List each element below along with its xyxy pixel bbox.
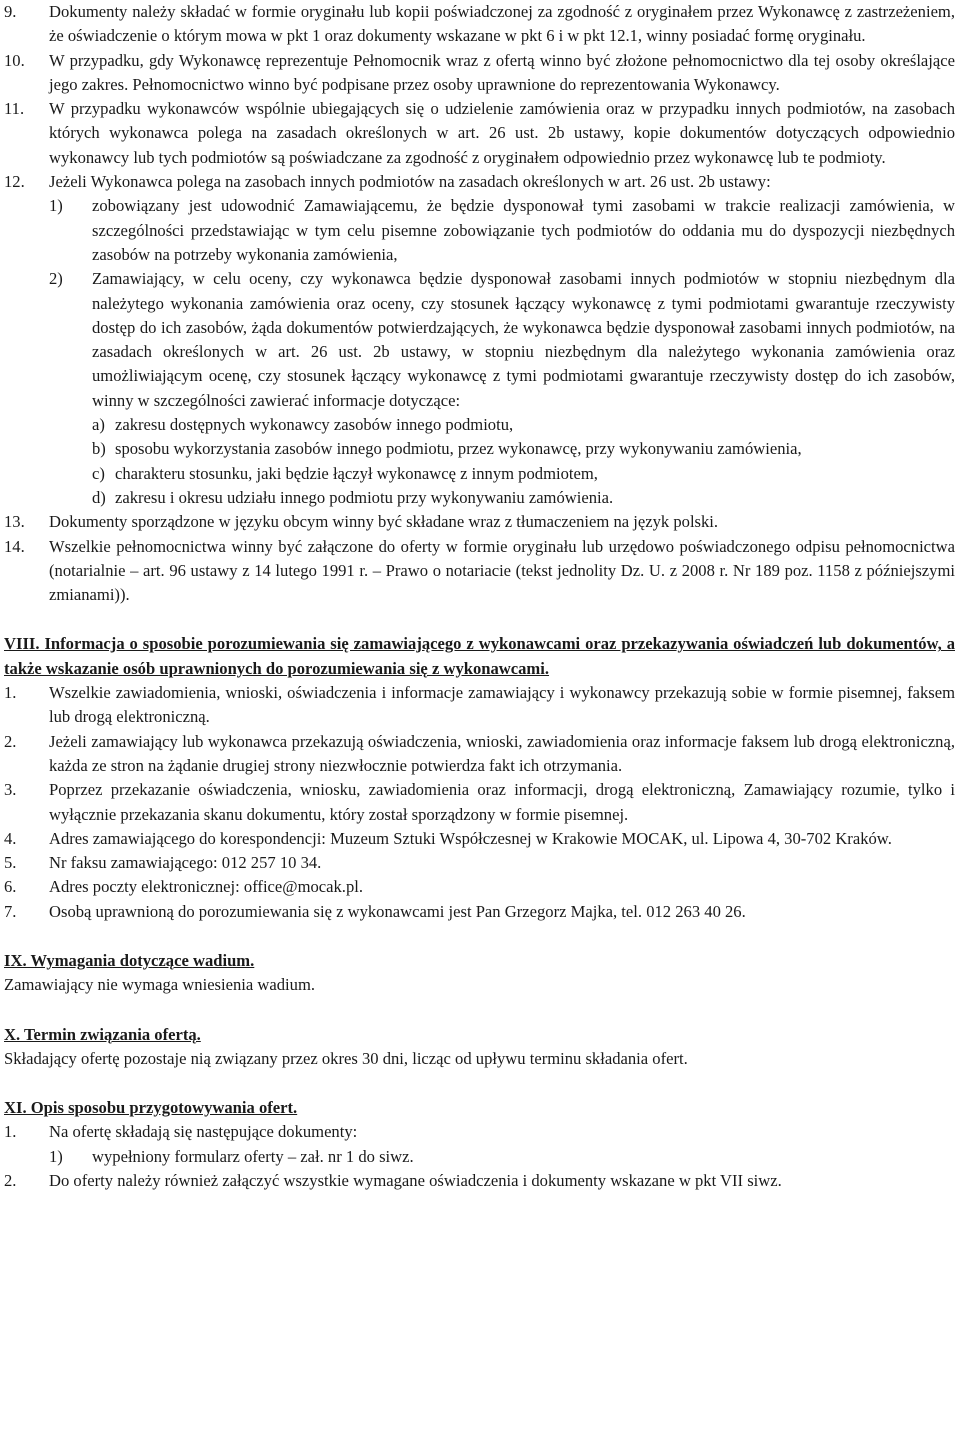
section-heading-viii: VIII. Informacja o sposobie porozumiewania się zamawiającego z wykonawcami oraz przekazywania oświadczeń lub dokumentów, a także wskazanie osób uprawnionych do porozumiewania się z wykonawcami.	[4, 634, 955, 678]
section8-item-7	[4, 900, 955, 924]
section11-item-1	[4, 1120, 955, 1144]
section-heading-ix: IX. Wymagania dotyczące wadium.	[4, 950, 255, 970]
item-number: 12.	[4, 172, 25, 192]
letter-item-a	[92, 413, 955, 437]
item-text: Adres poczty elektronicznej: office@mocak.pl.	[49, 877, 364, 897]
letter-item-text: sposobu wykorzystania zasobów innego podmiotu, przez wykonawcę, przy wykonywaniu zamówienia,	[115, 439, 802, 459]
letter-item-c	[92, 462, 955, 486]
item-number: 6.	[4, 877, 17, 897]
section10-text: Składający ofertę pozostaje nią związany przez okres 30 dni, licząc od upływu terminu składania ofert.	[4, 1048, 688, 1068]
section8-item-5	[4, 851, 955, 875]
item-text: Jeżeli Wykonawca polega na zasobach innych podmiotów na zasadach określonych w art. 26 ust. 2b ustawy:	[49, 172, 771, 192]
section-gap	[4, 924, 955, 949]
item-number: 10.	[4, 50, 25, 70]
sub-item-text: wypełniony formularz oferty – zał. nr 1 do siwz.	[92, 1146, 414, 1166]
list-item-12	[4, 170, 955, 194]
item-text: Wszelkie pełnomocnictwa winny być załączone do oferty w formie oryginału lub urzędowo poświadczonego odpisu pełnomocnictwa (notarialnie – art. 96 ustawy z 14 lutego 1991 r. – Prawo o notariacie (tekst jednolity Dz. U. z 2008 r. Nr 189 poz. 1158 z późniejszymi zmianami)).	[49, 536, 955, 605]
sublist-12	[4, 194, 955, 413]
item-text: W przypadku, gdy Wykonawcę reprezentuje Pełnomocnik wraz z ofertą winno być złożone pełnomocnictwo dla tej osoby określające jego zakres. Pełnomocnictwo winno być podpisane przez osoby uprawnione do reprezentowania Wykonawcy.	[49, 50, 955, 94]
list-item-14	[4, 535, 955, 608]
section-heading-xi: XI. Opis sposobu przygotowywania ofert.	[4, 1098, 298, 1118]
letter-item-text: charakteru stosunku, jaki będzie łączył wykonawcę z innym podmiotem,	[115, 463, 598, 483]
item-text: Do oferty należy również załączyć wszystkie wymagane oświadczenia i dokumenty wskazane w pkt VII siwz.	[49, 1171, 782, 1191]
sub-item-number: 1)	[49, 1146, 63, 1166]
sub-item-2	[49, 267, 955, 413]
list-item-13	[4, 510, 955, 534]
item-text: Poprzez przekazanie oświadczenia, wniosku, zawiadomienia oraz informacji, drogą elektroniczną, Zamawiający rozumie, tylko i wyłącznie przekazania skanu dokumentu, który został sporządzony w formie pisemnej.	[49, 780, 955, 824]
letter-item-text: zakresu i okresu udziału innego podmiotu przy wykonywaniu zamówienia.	[115, 487, 614, 507]
letter-item-marker: a)	[92, 415, 105, 435]
item-number: 11.	[4, 99, 25, 119]
section-gap	[4, 998, 955, 1023]
letter-item-b	[92, 437, 955, 461]
sublist-xi	[4, 1145, 955, 1169]
item-number: 13.	[4, 512, 25, 532]
section8-item-3	[4, 778, 955, 827]
item-text: Dokumenty sporządzone w języku obcym winny być składane wraz z tłumaczeniem na język polski.	[49, 512, 719, 532]
item-text: Jeżeli zamawiający lub wykonawca przekazują oświadczenia, wnioski, zawiadomienia oraz informacje faksem lub drogą elektroniczną, każda ze stron na żądanie drugiej strony niezwłocznie potwierdza fakt ich otrzymania.	[49, 731, 955, 775]
list-item-9	[4, 0, 955, 49]
item-number: 2.	[4, 731, 17, 751]
item-number: 1.	[4, 1122, 17, 1142]
item-text: Na ofertę składają się następujące dokumenty:	[49, 1122, 358, 1142]
item-number: 3.	[4, 780, 17, 800]
section-heading-x: X. Termin związania ofertą.	[4, 1024, 201, 1044]
letter-item-text: zakresu dostępnych wykonawcy zasobów innego podmiotu,	[115, 415, 514, 435]
item-text: Osobą uprawnioną do porozumiewania się z wykonawcami jest Pan Grzegorz Majka, tel. 012 263 40 26.	[49, 901, 746, 921]
letter-item-marker: b)	[92, 439, 106, 459]
letter-item-d	[92, 486, 955, 510]
list-item-10	[4, 49, 955, 98]
item-text: W przypadku wykonawców wspólnie ubiegających się o udzielenie zamówienia oraz w przypadku innych podmiotów, na zasobach których wykonawca polega na zasadach określonych w art. 26 ust. 2b ustawy, kopie dokumentów dotyczących odpowiednio wykonawcy lub tych podmiotów są poświadczane za zgodność z oryginałem odpowiednio przez wykonawcę lub te podmioty.	[49, 99, 955, 167]
section8-item-1	[4, 681, 955, 730]
section8-item-6	[4, 875, 955, 899]
section8-item-4	[4, 827, 955, 851]
sub-item-text: Zamawiający, w celu oceny, czy wykonawca będzie dysponował zasobami innych podmiotów w stopniu niezbędnym dla należytego wykonania zamówienia oraz oceny, czy stosunek łączący wykonawcę z tymi podmiotami gwarantuje rzeczywisty dostęp do ich zasobów, żąda dokumentów potwierdzających, że wykonawca będzie dysponował zasobami innych podmiotów, na zasadach określonych w art. 26 ust. 2b ustawy, w stopniu niezbędnym dla należytego wykonania zamówienia oraz umożliwiającym ocenę, czy stosunek łączący wykonawcę z tymi podmiotami gwarantuje rzeczywisty dostęp do ich zasobów, winny w szczególności zawierać informacje dotyczące:	[92, 269, 955, 410]
item-number: 7.	[4, 901, 17, 921]
item-text: Adres zamawiającego do korespondencji: Muzeum Sztuki Współczesnej w Krakowie MOCAK, ul. Lipowa 4, 30-702 Kraków.	[49, 828, 892, 848]
item-text: Nr faksu zamawiającego: 012 257 10 34.	[49, 853, 322, 873]
sub-item-1	[49, 194, 955, 267]
section9-text: Zamawiający nie wymaga wniesienia wadium.	[4, 975, 316, 995]
section-gap	[4, 607, 955, 632]
section11-item-2	[4, 1169, 955, 1193]
sub-item-text: zobowiązany jest udowodnić Zamawiającemu, że będzie dysponował tymi zasobami w trakcie realizacji zamówienia, w szczególności przedstawiając w tym celu pisemne zobowiązanie tych podmiotów do oddania mu do dyspozycji niezbędnych zasobów na potrzeby wykonania zamówienia,	[92, 196, 955, 264]
item-text: Wszelkie zawiadomienia, wnioski, oświadczenia i informacje zamawiający i wykonawcy przekazują sobie w formie pisemnej, faksem lub drogą elektroniczną.	[49, 683, 955, 727]
section8-item-2	[4, 730, 955, 779]
letter-list	[4, 413, 955, 510]
letter-item-marker: d)	[92, 487, 106, 507]
item-number: 2.	[4, 1171, 17, 1191]
section-gap	[4, 1071, 955, 1096]
sub-item-number: 1)	[49, 196, 63, 216]
sub-item-1	[49, 1145, 955, 1169]
item-number: 1.	[4, 683, 17, 703]
item-text: Dokumenty należy składać w formie oryginału lub kopii poświadczonej za zgodność z oryginałem przez Wykonawcę z zastrzeżeniem, że oświadczenie o którym mowa w pkt 1 oraz dokumenty wskazane w pkt 6 i w pkt 12.1, winny posiadać formę oryginału.	[49, 2, 955, 46]
item-number: 14.	[4, 536, 25, 556]
item-number: 9.	[4, 2, 17, 21]
list-item-11	[4, 97, 955, 170]
item-number: 5.	[4, 853, 17, 873]
item-number: 4.	[4, 828, 17, 848]
sub-item-number: 2)	[49, 269, 63, 289]
letter-item-marker: c)	[92, 463, 105, 483]
